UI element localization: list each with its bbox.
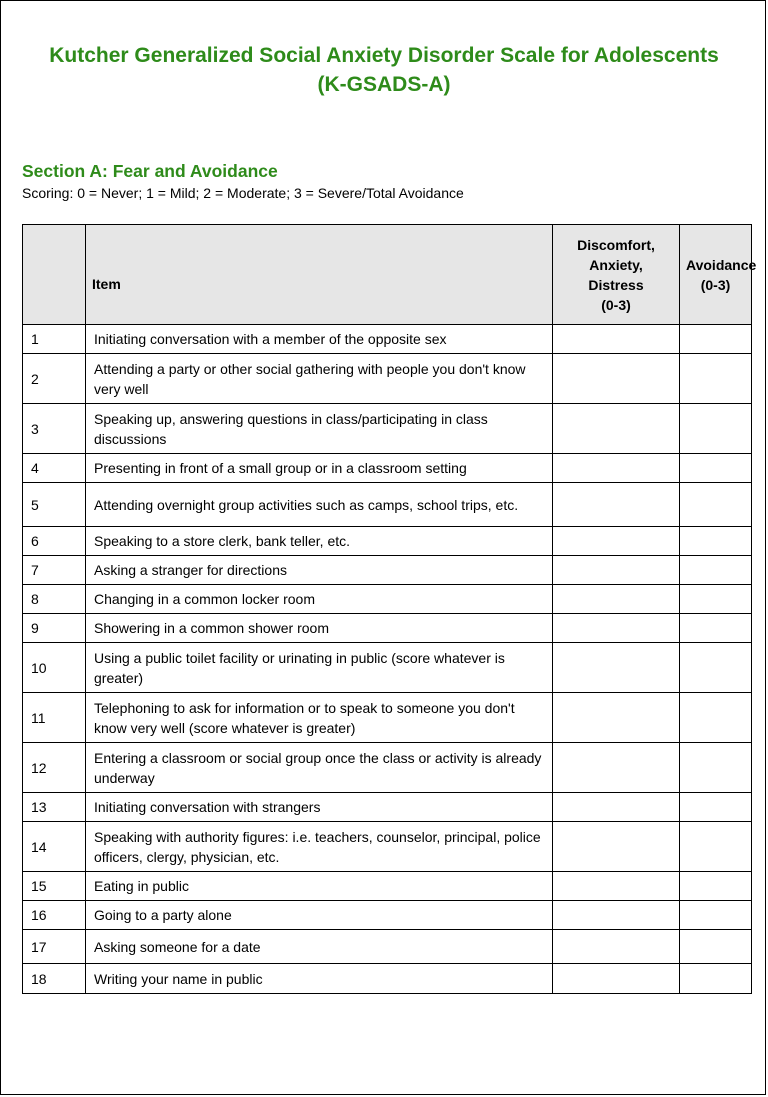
avoidance-score-cell[interactable] (680, 930, 752, 964)
discomfort-score-cell[interactable] (553, 693, 680, 743)
row-number: 16 (23, 901, 86, 930)
table-row (23, 483, 752, 527)
row-item: Asking a stranger for directions (86, 556, 553, 585)
avoidance-score-cell[interactable] (680, 614, 752, 643)
avoidance-score-cell[interactable] (680, 404, 752, 454)
avoidance-score-cell[interactable] (680, 693, 752, 743)
table-header-row (23, 225, 752, 325)
avoidance-score-cell[interactable] (680, 483, 752, 527)
table-row (23, 614, 752, 643)
header-discomfort (553, 225, 680, 325)
row-number: 8 (23, 585, 86, 614)
table-row (23, 964, 752, 994)
discomfort-score-cell[interactable] (553, 872, 680, 901)
table-row (23, 527, 752, 556)
discomfort-score-cell[interactable] (553, 585, 680, 614)
row-item: Asking someone for a date (86, 930, 553, 964)
table-row (23, 930, 752, 964)
table-row (23, 693, 752, 743)
table-row (23, 643, 752, 693)
table-row (23, 585, 752, 614)
row-item: Going to a party alone (86, 901, 553, 930)
row-number: 15 (23, 872, 86, 901)
discomfort-score-cell[interactable] (553, 793, 680, 822)
avoidance-score-cell[interactable] (680, 643, 752, 693)
header-item: Item (86, 225, 553, 325)
avoidance-score-cell[interactable] (680, 354, 752, 404)
row-item: Showering in a common shower room (86, 614, 553, 643)
avoidance-score-cell[interactable] (680, 585, 752, 614)
row-number: 14 (23, 822, 86, 872)
table-row (23, 793, 752, 822)
header-number (23, 225, 86, 325)
header-avoidance-line-1: Avoidance (686, 256, 757, 273)
avoidance-score-cell[interactable] (680, 527, 752, 556)
row-item: Speaking with authority figures: i.e. teachers, counselor, principal, police officers, clergy, physician, etc. (86, 822, 553, 872)
row-item: Entering a classroom or social group once the class or activity is already underway (86, 743, 553, 793)
discomfort-score-cell[interactable] (553, 614, 680, 643)
discomfort-score-cell[interactable] (553, 527, 680, 556)
header-avoidance (680, 225, 757, 325)
row-item: Initiating conversation with strangers (86, 793, 553, 822)
header-avoidance-line-2: (0-3) (700, 276, 731, 293)
row-item: Writing your name in public (86, 964, 553, 994)
row-item: Using a public toilet facility or urinating in public (score whatever is greater) (86, 643, 553, 693)
discomfort-score-cell[interactable] (553, 743, 680, 793)
avoidance-score-cell[interactable] (680, 822, 752, 872)
row-item: Telephoning to ask for information or to speak to someone you don't know very well (score whatever is greater) (86, 693, 553, 743)
discomfort-score-cell[interactable] (553, 901, 680, 930)
row-number: 18 (23, 964, 86, 994)
row-number: 13 (23, 793, 86, 822)
table-row (23, 404, 752, 454)
avoidance-score-cell[interactable] (680, 556, 752, 585)
document-title (1, 41, 767, 99)
avoidance-score-cell[interactable] (680, 454, 752, 483)
table-row (23, 454, 752, 483)
discomfort-score-cell[interactable] (553, 325, 680, 354)
avoidance-score-cell[interactable] (680, 901, 752, 930)
table-row (23, 556, 752, 585)
row-number: 17 (23, 930, 86, 964)
header-discomfort-line-1: Discomfort, (577, 236, 655, 253)
row-item: Presenting in front of a small group or in a classroom setting (86, 454, 553, 483)
table-row (23, 325, 752, 354)
row-number: 3 (23, 404, 86, 454)
avoidance-score-cell[interactable] (680, 964, 752, 994)
row-item: Speaking up, answering questions in class/participating in class discussions (86, 404, 553, 454)
row-number: 4 (23, 454, 86, 483)
discomfort-score-cell[interactable] (553, 822, 680, 872)
scale-table (22, 224, 757, 994)
avoidance-score-cell[interactable] (680, 325, 752, 354)
row-number: 1 (23, 325, 86, 354)
discomfort-score-cell[interactable] (553, 454, 680, 483)
discomfort-score-cell[interactable] (553, 354, 680, 404)
row-number: 10 (23, 643, 86, 693)
title-line-1: Kutcher Generalized Social Anxiety Disorder Scale for Adolescents (49, 44, 719, 67)
discomfort-score-cell[interactable] (553, 483, 680, 527)
header-discomfort-line-4: (0-3) (601, 296, 631, 313)
discomfort-score-cell[interactable] (553, 643, 680, 693)
avoidance-score-cell[interactable] (680, 743, 752, 793)
row-item: Attending a party or other social gathering with people you don't know very well (86, 354, 553, 404)
section-title: Section A: Fear and Avoidance (22, 161, 278, 181)
discomfort-score-cell[interactable] (553, 556, 680, 585)
row-item: Initiating conversation with a member of the opposite sex (86, 325, 553, 354)
discomfort-score-cell[interactable] (553, 964, 680, 994)
table-row (23, 901, 752, 930)
row-number: 7 (23, 556, 86, 585)
row-number: 5 (23, 483, 86, 527)
header-discomfort-line-3: Distress (588, 276, 644, 293)
avoidance-score-cell[interactable] (680, 872, 752, 901)
row-number: 12 (23, 743, 86, 793)
table-row (23, 872, 752, 901)
row-item: Changing in a common locker room (86, 585, 553, 614)
avoidance-score-cell[interactable] (680, 793, 752, 822)
table-row (23, 822, 752, 872)
header-discomfort-line-2: Anxiety, (589, 256, 643, 273)
row-item: Speaking to a store clerk, bank teller, etc. (86, 527, 553, 556)
row-number: 11 (23, 693, 86, 743)
discomfort-score-cell[interactable] (553, 930, 680, 964)
row-number: 9 (23, 614, 86, 643)
row-number: 6 (23, 527, 86, 556)
row-number: 2 (23, 354, 86, 404)
row-item: Eating in public (86, 872, 553, 901)
scoring-legend: Scoring: 0 = Never; 1 = Mild; 2 = Moderate; 3 = Severe/Total Avoidance (22, 185, 464, 201)
title-line-2: (K-GSADS-A) (317, 73, 451, 96)
row-item: Attending overnight group activities such as camps, school trips, etc. (86, 483, 553, 527)
table-row (23, 354, 752, 404)
table-row (23, 743, 752, 793)
discomfort-score-cell[interactable] (553, 404, 680, 454)
